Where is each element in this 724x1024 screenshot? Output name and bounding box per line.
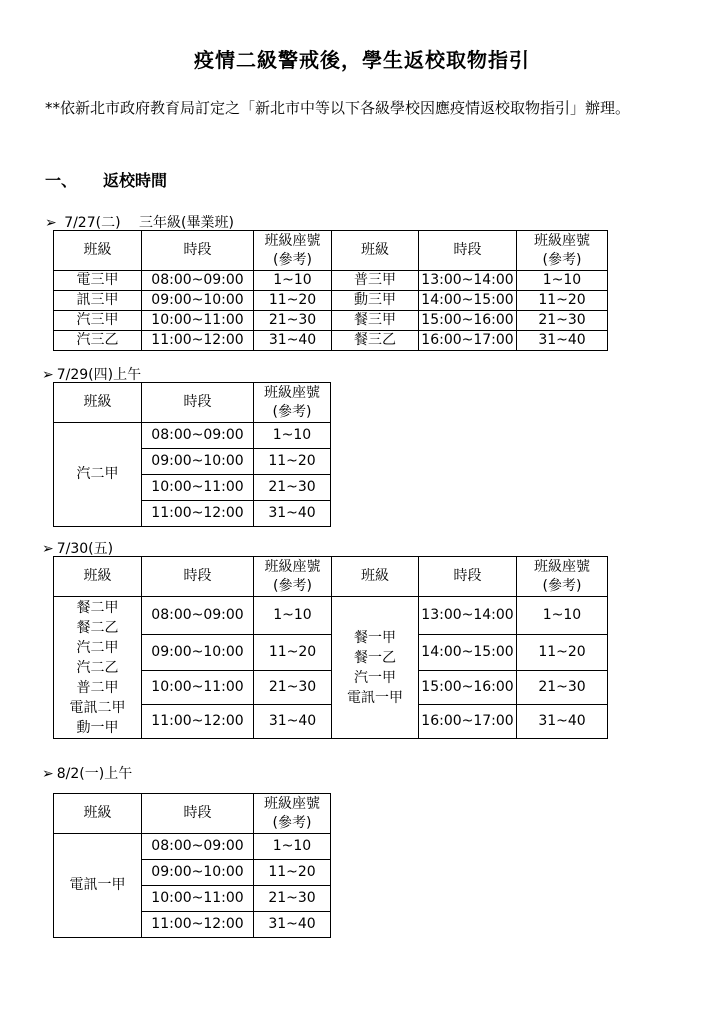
page-title: 疫情二級警戒後，學生返校取物指引 [194,48,530,72]
period-cell: 15:00~16:00 [419,311,517,331]
class-label: 電訊二甲 [69,699,126,716]
period-cell: 08:00~09:00 [142,271,254,291]
date-label: 8/2(一)上午 [56,766,133,782]
class-cell: 汽三乙 [54,331,142,351]
table-row [54,423,331,449]
class-cell: 汽二甲 [54,423,142,527]
seat-cell: 11~20 [254,449,331,475]
table-header-row [54,557,608,597]
period-cell: 11:00~12:00 [142,501,254,527]
date-heading-0730 [42,538,113,558]
period-cell: 10:00~11:00 [142,671,254,705]
class-label: 餐二甲 [76,599,119,616]
class-label: 汽二甲 [76,639,119,656]
seat-cell: 21~30 [254,671,332,705]
header-period: 時段 [419,231,517,271]
grade-label: 三年級(畢業班) [139,215,234,231]
class-cell: 餐三乙 [332,331,419,351]
class-label: 汽二乙 [76,659,119,676]
class-label: 動一甲 [76,719,119,736]
date-label: 7/29(四)上午 [56,367,142,383]
header-seat [254,383,331,423]
period-cell: 13:00~14:00 [419,597,517,635]
period-cell: 10:00~11:00 [142,886,254,912]
header-seat-line2: (參考) [272,814,312,831]
class-label: 餐二乙 [76,619,119,636]
seat-cell: 1~10 [254,423,331,449]
table-row [54,311,608,331]
seat-cell: 1~10 [254,597,332,635]
header-seat [254,557,332,597]
period-cell: 09:00~10:00 [142,860,254,886]
seat-cell: 1~10 [517,597,608,635]
header-seat-line2: (參考) [272,403,312,420]
period-cell: 13:00~14:00 [419,271,517,291]
class-cell: 電訊一甲 [54,834,142,938]
header-seat [254,231,332,271]
date-label: 7/30(五) [56,541,114,557]
period-cell: 08:00~09:00 [142,597,254,635]
header-period: 時段 [142,794,254,834]
class-cell: 訊三甲 [54,291,142,311]
table-row [54,271,608,291]
seat-cell: 31~40 [254,912,331,938]
header-seat-line2: (參考) [542,251,582,268]
date-heading-0729 [42,364,141,384]
schedule-table-0802 [53,793,331,938]
seat-cell: 11~20 [254,860,331,886]
class-cell: 普三甲 [332,271,419,291]
section-title: 返校時間 [103,171,168,190]
header-seat-line1: 班級座號 [264,795,320,812]
seat-cell: 31~40 [254,501,331,527]
seat-cell: 11~20 [517,291,608,311]
period-cell: 10:00~11:00 [142,311,254,331]
seat-cell: 31~40 [517,331,608,351]
header-class: 班級 [54,231,142,271]
table-row [54,331,608,351]
class-label: 餐一甲 [354,629,396,646]
schedule-table-0730 [53,556,608,739]
header-seat [517,231,608,271]
header-seat-line2: (參考) [542,577,582,594]
date-heading-0727 [45,212,234,232]
class-cell: 動三甲 [332,291,419,311]
header-seat-line1: 班級座號 [264,558,321,575]
seat-cell: 21~30 [254,475,331,501]
header-seat-line1: 班級座號 [534,232,590,249]
bullet-arrow-icon: ➢ [42,541,54,557]
date-heading-0802 [42,763,132,783]
header-class: 班級 [332,231,419,271]
seat-cell: 21~30 [517,311,608,331]
date-label: 7/27(二) [64,215,121,231]
seat-cell: 31~40 [517,705,608,739]
class-group-cell [332,597,419,739]
table-header-row [54,794,331,834]
header-seat-line2: (參考) [273,577,312,594]
seat-cell: 11~20 [254,635,332,671]
class-label: 電訊一甲 [347,689,403,706]
header-period: 時段 [142,231,254,271]
table-row [54,834,331,860]
period-cell: 09:00~10:00 [142,635,254,671]
class-cell: 汽三甲 [54,311,142,331]
period-cell: 10:00~11:00 [142,475,254,501]
header-class: 班級 [54,794,142,834]
header-class: 班級 [54,557,142,597]
header-class: 班級 [332,557,419,597]
header-seat-line1: 班級座號 [534,558,590,575]
header-seat-line1: 班級座號 [264,232,321,249]
period-cell: 16:00~17:00 [419,331,517,351]
header-period: 時段 [142,383,254,423]
seat-cell: 31~40 [254,705,332,739]
seat-cell: 11~20 [517,635,608,671]
seat-cell: 1~10 [517,271,608,291]
period-cell: 14:00~15:00 [419,291,517,311]
schedule-table-0729 [53,382,331,527]
period-cell: 15:00~16:00 [419,671,517,705]
class-cell: 餐三甲 [332,311,419,331]
period-cell: 11:00~12:00 [142,705,254,739]
table-header-row [54,231,608,271]
period-cell: 11:00~12:00 [142,331,254,351]
table-row [54,597,608,635]
bullet-arrow-icon: ➢ [42,766,54,782]
header-period: 時段 [142,557,254,597]
seat-cell: 31~40 [254,331,332,351]
header-period: 時段 [419,557,517,597]
period-cell: 08:00~09:00 [142,423,254,449]
intro-paragraph: **依新北市政府教育局訂定之「新北市中等以下各級學校因應疫情返校取物指引」辦理。 [45,99,631,117]
header-seat-line2: (參考) [273,251,312,268]
seat-cell: 11~20 [254,291,332,311]
schedule-table-0727 [53,230,608,351]
header-seat [254,794,331,834]
period-cell: 16:00~17:00 [419,705,517,739]
seat-cell: 21~30 [517,671,608,705]
bullet-arrow-icon: ➢ [42,367,54,383]
period-cell: 14:00~15:00 [419,635,517,671]
period-cell: 08:00~09:00 [142,834,254,860]
seat-cell: 21~30 [254,311,332,331]
class-label: 餐一乙 [354,649,396,666]
header-class: 班級 [54,383,142,423]
class-label: 汽一甲 [354,669,396,686]
header-seat [517,557,608,597]
period-cell: 09:00~10:00 [142,291,254,311]
seat-cell: 1~10 [254,834,331,860]
bullet-arrow-icon: ➢ [45,215,57,231]
period-cell: 09:00~10:00 [142,449,254,475]
class-group-cell [54,597,142,739]
class-cell: 電三甲 [54,271,142,291]
period-cell: 11:00~12:00 [142,912,254,938]
section-number: 一、 [45,171,78,190]
table-row [54,291,608,311]
seat-cell: 21~30 [254,886,331,912]
class-label: 普二甲 [76,679,119,696]
seat-cell: 1~10 [254,271,332,291]
table-header-row [54,383,331,423]
header-seat-line1: 班級座號 [264,384,320,401]
